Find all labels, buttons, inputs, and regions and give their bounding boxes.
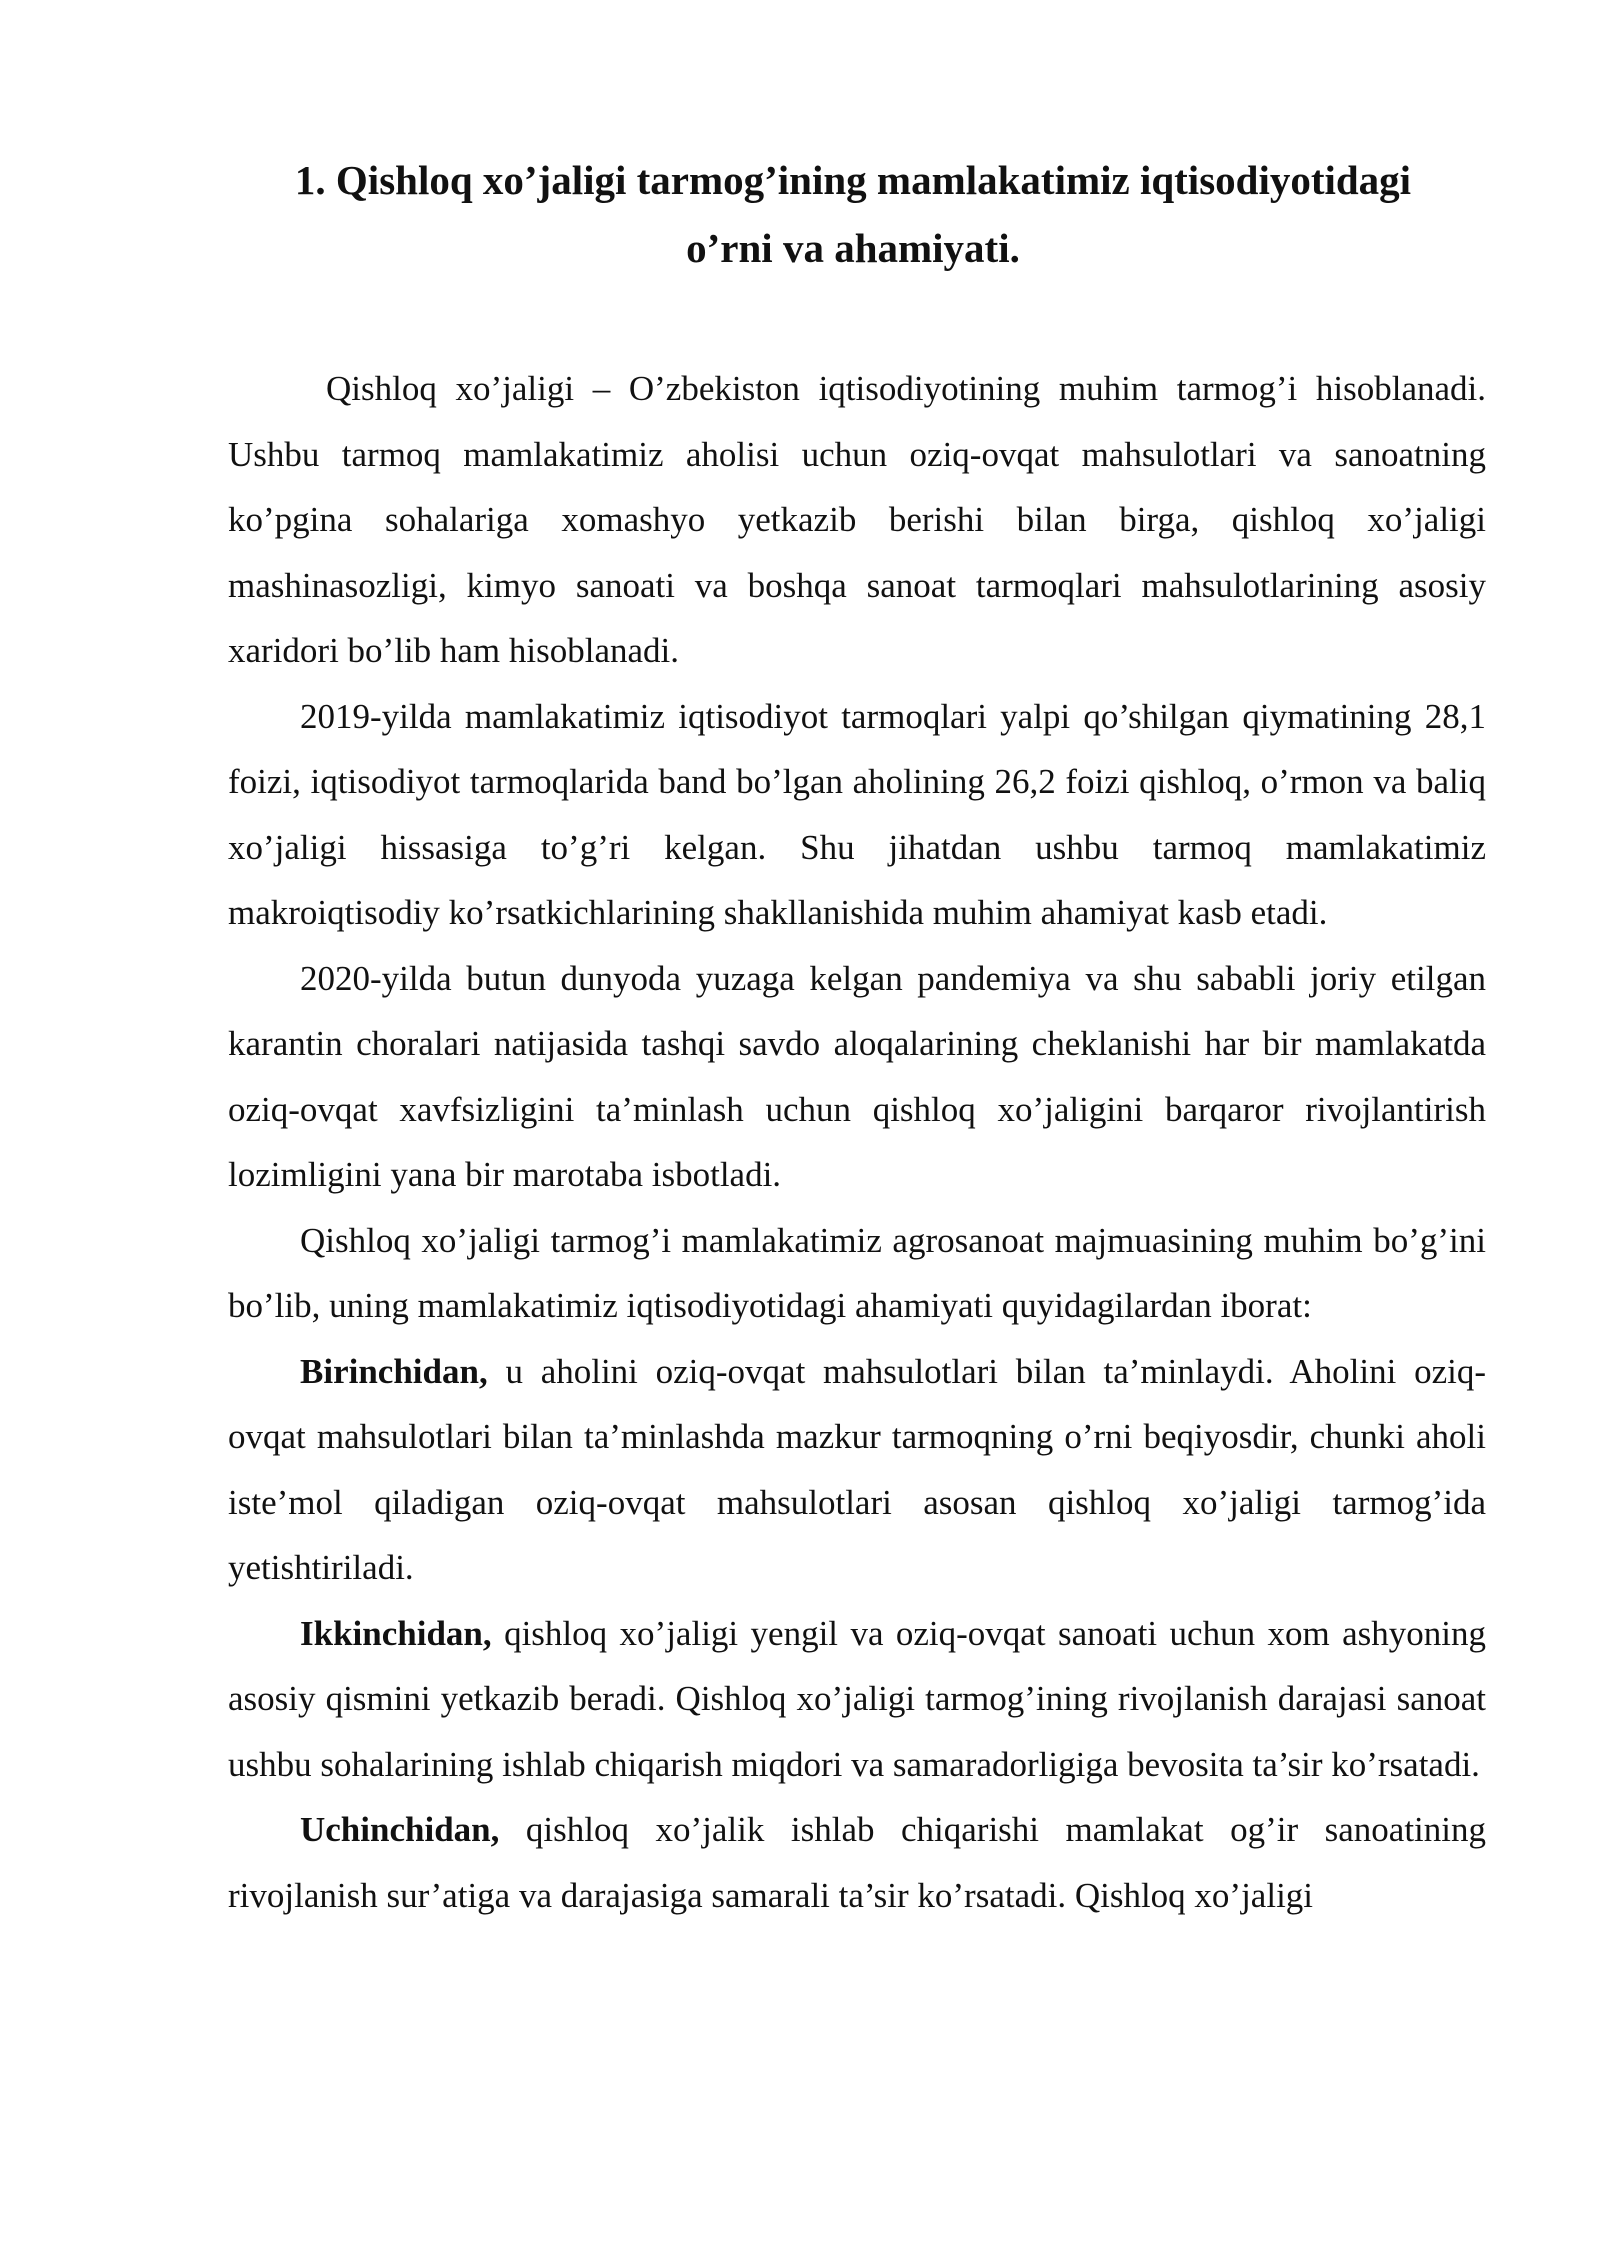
document-body [228, 356, 1486, 1928]
section-title [228, 146, 1478, 282]
paragraph-secondly [228, 1601, 1486, 1798]
paragraph-text: 2019-yilda mamlakatimiz iqtisodiyot tarmoqlari yalpi qo’shilgan qiymatining 28,1 foizi, iqtisodiyot tarmoqlarida band bo’lgan aholining 26,2 foizi qishloq, o’rmon va baliq xo’jaligi hissasiga to’g’ri kelgan. Shu jihatdan ushbu tarmoq mamlakatimiz makroiqtisodiy ko’rsatkichlarining shakllanishida muhim ahamiyat kasb etadi. [228, 696, 1486, 932]
paragraph-2019-statistics [228, 684, 1486, 946]
paragraph-lead: Uchinchidan, [300, 1810, 500, 1849]
paragraph-2020-pandemic [228, 946, 1486, 1208]
paragraph-importance [228, 1208, 1486, 1339]
paragraph-text: qishloq xo’jaligi yengil va oziq-ovqat sanoati uchun xom ashyoning asosiy qismini yetkazib beradi. Qishloq xo’jaligi tarmog’ining rivojlanish darajasi sanoat ushbu sohalarining ishlab chiqarish miqdori va samaradorligiga bevosita ta’sir ko’rsatadi. [228, 1613, 1486, 1784]
paragraph-text: Qishloq xo’jaligi tarmog’i mamlakatimiz agrosanoat majmuasining muhim bo’g’ini bo’lib, uning mamlakatimiz iqtisodiyotidagi ahamiyati quyidagilardan iborat: [228, 1220, 1486, 1325]
paragraph-firstly [228, 1339, 1486, 1601]
paragraph-lead: Birinchidan, [300, 1351, 488, 1391]
paragraph-text: qishloq xo’jalik ishlab chiqarishi mamlakat og’ir sanoatining rivojlanish sur’atiga va darajasiga samarali ta’sir ko’rsatadi. Qishloq xo’jaligi [228, 1810, 1486, 1915]
paragraph-intro [228, 356, 1486, 684]
paragraph-lead: Ikkinchidan, [300, 1613, 492, 1653]
paragraph-text: 2020-yilda butun dunyoda yuzaga kelgan pandemiya va shu sababli joriy etilgan karantin choralari natijasida tashqi savdo aloqalarining cheklanishi har bir mamlakatda oziq-ovqat xavfsizligini ta’minlash uchun qishloq xo’jaligini barqaror rivojlantirish lozimligini yana bir marotaba isbotladi. [228, 958, 1486, 1194]
section-title-line-2: o’rni va ahamiyati. [686, 225, 1020, 271]
section-title-line-1: 1. Qishloq xo’jaligi tarmog’ining mamlakatimiz iqtisodiyotidagi [294, 157, 1412, 203]
paragraph-thirdly [228, 1797, 1486, 1928]
paragraph-text: Qishloq xo’jaligi – O’zbekiston iqtisodiyotining muhim tarmog’i hisoblanadi. Ushbu tarmoq mamlakatimiz aholisi uchun oziq-ovqat mahsulotlari va sanoatning ko’pgina sohalariga xomashyo yetkazib berishi bilan birga, qishloq xo’jaligi mashinasozligi, kimyo sanoati va boshqa sanoat tarmoqlari mahsulotlarining asosiy xaridori bo’lib ham hisoblanadi. [228, 369, 1486, 670]
paragraph-text: u aholini oziq-ovqat mahsulotlari bilan ta’minlaydi. Aholini oziq-ovqat mahsulotlari bilan ta’minlashda mazkur tarmoqning o’rni beqiyosdir, chunki aholi iste’mol qiladigan oziq-ovqat mahsulotlari asosan qishloq xo’jaligi tarmog’ida yetishtiriladi. [228, 1351, 1486, 1587]
